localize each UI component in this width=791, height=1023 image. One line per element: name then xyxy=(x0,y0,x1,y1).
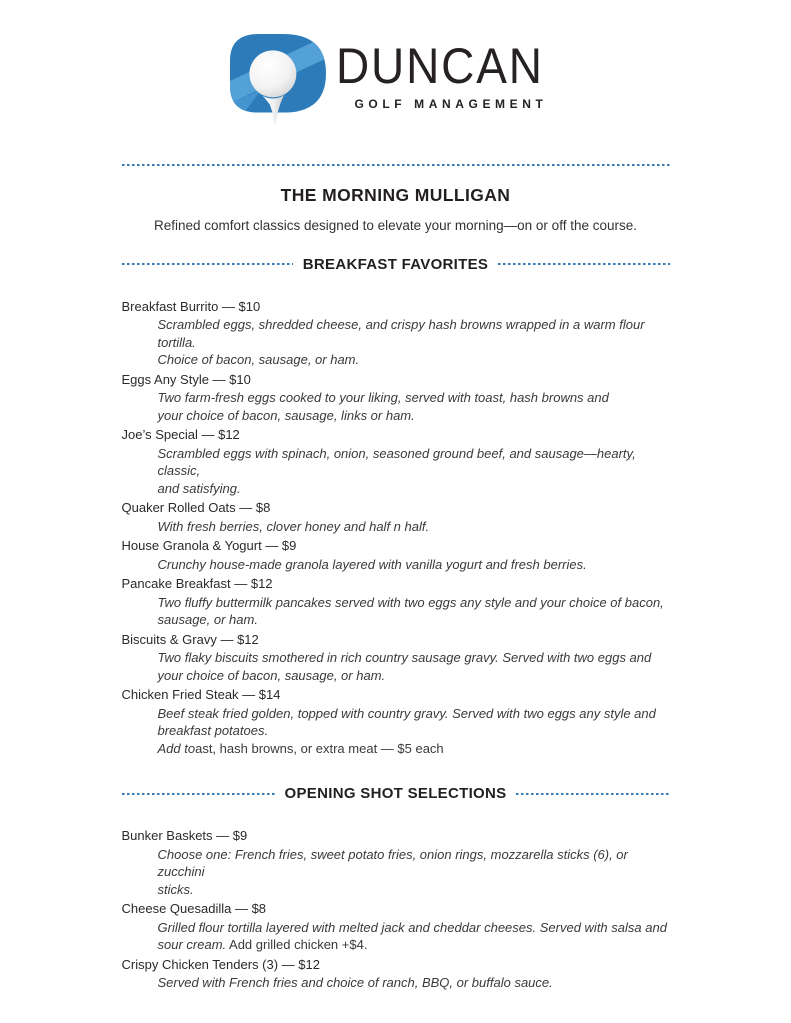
item-description-line xyxy=(122,936,670,954)
section-items xyxy=(122,827,670,992)
menu-sections xyxy=(122,256,670,992)
item-description-line xyxy=(122,846,670,881)
item-description-line xyxy=(122,974,670,992)
text-run: Crunchy house-made granola layered with vanilla yogurt and fresh berries. xyxy=(157,556,587,572)
logo-text xyxy=(335,38,562,111)
golf-ball-tee-d-icon xyxy=(230,34,326,128)
text-run: Two fluffy buttermilk pancakes served with two eggs any style and your choice of bacon, xyxy=(157,594,664,610)
item-description-line xyxy=(122,594,670,612)
section-header xyxy=(122,785,670,802)
text-run: Choice of bacon, sausage, or ham. xyxy=(157,352,360,368)
dotted-rule-left xyxy=(122,793,275,795)
item-name: Joe’s Special — $12 xyxy=(121,427,240,443)
dotted-rule-right xyxy=(516,793,669,795)
item-name: House Granola & Yogurt — $9 xyxy=(121,538,297,554)
text-run: Add to xyxy=(157,740,196,756)
text-run: breakfast potatoes. xyxy=(157,723,269,739)
item-description-line xyxy=(122,740,670,758)
item-description-line xyxy=(122,407,670,425)
text-run: sticks. xyxy=(157,881,194,897)
brand-tagline: GOLF MANAGEMENT xyxy=(354,97,548,111)
item-name: Eggs Any Style — $10 xyxy=(121,371,251,387)
menu-item xyxy=(122,686,670,757)
item-name: Biscuits & Gravy — $12 xyxy=(121,631,259,647)
text-run: your choice of bacon, sausage, links or ham. xyxy=(157,407,415,423)
top-dotted-rule xyxy=(122,164,670,166)
item-name: Crispy Chicken Tenders (3) — $12 xyxy=(121,956,320,972)
item-description-line xyxy=(122,611,670,629)
text-run: With fresh berries, clover honey and half n half. xyxy=(157,518,430,534)
item-description-line xyxy=(122,389,670,407)
menu-item xyxy=(122,499,670,535)
item-name: Breakfast Burrito — $10 xyxy=(121,298,261,314)
text-run: Grilled flour tortilla layered with melted jack and cheddar cheeses. Served with salsa and xyxy=(157,919,667,935)
item-description-line xyxy=(122,722,670,740)
section-title: BREAKFAST FAVORITES xyxy=(302,255,489,273)
text-run: your choice of bacon, sausage, or ham. xyxy=(157,667,386,683)
text-run: Scrambled eggs with spinach, onion, seasoned ground beef, and sausage—hearty, classic, xyxy=(157,445,636,479)
menu-item xyxy=(122,827,670,898)
menu-item xyxy=(122,956,670,992)
item-name: Cheese Quesadilla — $8 xyxy=(121,901,267,917)
menu-item xyxy=(122,900,670,954)
item-description-line xyxy=(122,316,670,351)
text-run: and satisfying. xyxy=(157,480,241,496)
item-description-line xyxy=(122,919,670,937)
section-title: OPENING SHOT SELECTIONS xyxy=(284,785,507,803)
item-description-line xyxy=(122,518,670,536)
page-title: THE MORNING MULLIGAN xyxy=(280,185,511,205)
page-subtitle: Refined comfort classics designed to elevate your morning—on or off the course. xyxy=(153,217,637,233)
text-run: Two farm-fresh eggs cooked to your liking, served with toast, hash browns and xyxy=(157,390,609,406)
text-run: Served with French fries and choice of ranch, BBQ, or buffalo sauce. xyxy=(157,975,553,991)
text-run: sour cream. xyxy=(157,937,227,953)
text-run: Beef steak fried golden, topped with country gravy. Served with two eggs any style and xyxy=(157,705,656,721)
item-name: Quaker Rolled Oats — $8 xyxy=(121,500,271,516)
menu-item xyxy=(122,298,670,369)
menu-item xyxy=(122,426,670,497)
item-description-line xyxy=(122,351,670,369)
item-description-line xyxy=(122,649,670,667)
text-run: Scrambled eggs, shredded cheese, and crispy hash browns wrapped in a warm flour tortilla. xyxy=(157,317,645,350)
item-description-line xyxy=(122,480,670,498)
item-description-line xyxy=(122,445,670,480)
menu-content xyxy=(122,164,670,992)
item-description-line xyxy=(122,667,670,685)
section-header xyxy=(122,256,670,273)
menu-section xyxy=(122,785,670,992)
text-run: Add grilled chicken +$4. xyxy=(226,937,368,953)
text-run: Two flaky biscuits smothered in rich country sausage gravy. Served with two eggs and xyxy=(157,650,652,666)
text-run: Choose one: French fries, sweet potato fries, onion rings, mozzarella sticks (6), or zucchini xyxy=(157,846,628,880)
item-name: Pancake Breakfast — $12 xyxy=(121,576,273,592)
item-description-line xyxy=(122,556,670,574)
menu-section xyxy=(122,256,670,758)
item-name: Bunker Baskets — $9 xyxy=(121,828,248,844)
item-name: Chicken Fried Steak — $14 xyxy=(121,687,281,703)
item-description-line xyxy=(122,705,670,723)
text-run: sausage, or ham. xyxy=(157,612,258,628)
duncan-golf-logo xyxy=(0,0,791,134)
menu-item xyxy=(122,371,670,425)
menu-item xyxy=(122,631,670,685)
menu-item xyxy=(122,537,670,573)
menu-item xyxy=(122,575,670,629)
item-description-line xyxy=(122,881,670,899)
text-run: ast, hash browns, or extra meat — $5 each xyxy=(195,740,444,756)
dotted-rule-left xyxy=(122,263,293,265)
section-items xyxy=(122,298,670,758)
dotted-rule-right xyxy=(498,263,669,265)
brand-name: DUNCAN xyxy=(335,38,544,94)
